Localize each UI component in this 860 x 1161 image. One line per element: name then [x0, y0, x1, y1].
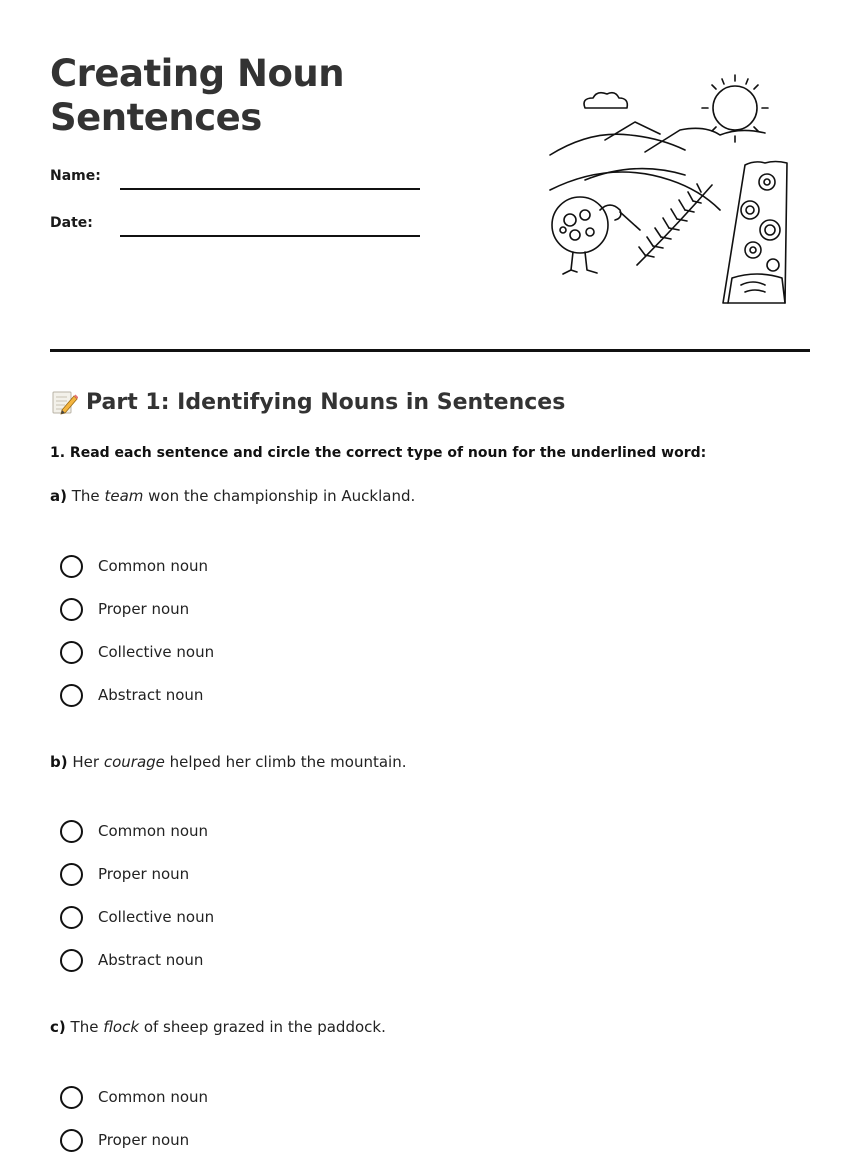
radio-circle[interactable] — [60, 1129, 83, 1152]
question-letter: a) — [50, 487, 67, 505]
nz-landscape-illustration — [545, 70, 795, 315]
question-noun: flock — [103, 1018, 140, 1036]
question-after: helped her climb the mountain. — [169, 753, 407, 771]
part1-heading — [50, 388, 565, 416]
radio-circle[interactable] — [60, 555, 83, 578]
option-label: Common noun — [98, 557, 209, 575]
instruction-text: 1. Read each sentence and circle the correct type of noun for the underlined word: — [50, 445, 707, 461]
option-b-abstract[interactable] — [60, 948, 203, 972]
option-label: Collective noun — [98, 643, 215, 661]
option-label: Proper noun — [98, 865, 190, 883]
option-b-collective[interactable] — [60, 905, 214, 929]
radio-circle[interactable] — [60, 863, 83, 886]
question-letter: c) — [50, 1018, 66, 1036]
question-after: of sheep grazed in the paddock. — [143, 1018, 386, 1036]
title-line-2: Sentences — [50, 96, 262, 139]
option-b-common[interactable] — [60, 819, 208, 843]
option-b-proper[interactable] — [60, 862, 189, 886]
radio-circle[interactable] — [60, 949, 83, 972]
option-a-collective[interactable] — [60, 640, 214, 664]
memo-icon — [50, 388, 78, 416]
cloud-icon — [584, 93, 627, 108]
carved-pou-icon — [723, 162, 787, 304]
option-a-common[interactable] — [60, 554, 208, 578]
question-letter: b) — [50, 753, 68, 771]
section-divider — [50, 349, 810, 352]
option-label: Proper noun — [98, 1131, 190, 1149]
question-before: Her — [72, 753, 100, 771]
question-a — [50, 487, 415, 505]
radio-circle[interactable] — [60, 684, 83, 707]
radio-circle[interactable] — [60, 906, 83, 929]
name-input-line[interactable] — [120, 170, 420, 190]
question-noun: team — [104, 487, 144, 505]
option-c-proper[interactable] — [60, 1128, 189, 1152]
question-b — [50, 753, 406, 771]
page-title — [50, 52, 470, 140]
radio-circle[interactable] — [60, 1086, 83, 1109]
fern-icon — [637, 184, 712, 265]
kiwi-bird-icon — [552, 197, 640, 274]
option-label: Common noun — [98, 822, 209, 840]
question-c — [50, 1018, 386, 1036]
title-line-1: Creating Noun — [50, 52, 345, 95]
radio-circle[interactable] — [60, 598, 83, 621]
date-input-line[interactable] — [120, 217, 420, 237]
date-field — [50, 207, 420, 237]
option-a-abstract[interactable] — [60, 683, 203, 707]
name-field — [50, 160, 420, 190]
name-label: Name: — [50, 168, 101, 184]
date-label: Date: — [50, 215, 93, 231]
radio-circle[interactable] — [60, 820, 83, 843]
radio-circle[interactable] — [60, 641, 83, 664]
question-before: The — [70, 1018, 99, 1036]
part1-heading-text: Part 1: Identifying Nouns in Sentences — [86, 389, 566, 415]
option-a-proper[interactable] — [60, 597, 189, 621]
question-noun: courage — [103, 753, 165, 771]
question-before: The — [71, 487, 100, 505]
option-label: Abstract noun — [98, 951, 204, 969]
question-after: won the championship in Auckland. — [148, 487, 416, 505]
option-label: Common noun — [98, 1088, 209, 1106]
option-label: Abstract noun — [98, 686, 204, 704]
option-label: Proper noun — [98, 600, 190, 618]
option-c-common[interactable] — [60, 1085, 208, 1109]
option-label: Collective noun — [98, 908, 215, 926]
